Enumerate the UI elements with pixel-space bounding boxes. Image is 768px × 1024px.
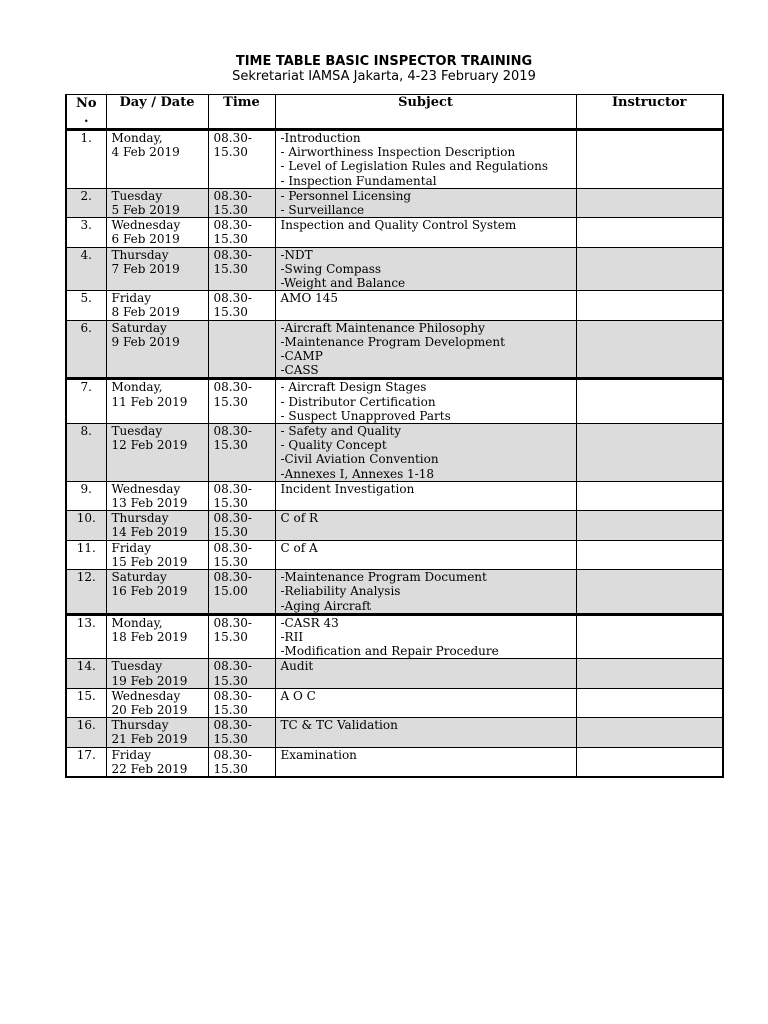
day-date-line: 16 Feb 2019 <box>111 584 188 599</box>
subject-cell <box>275 247 576 291</box>
subject-cell <box>275 511 576 540</box>
time-line: 08.30- <box>213 540 252 555</box>
subject-line: A O C <box>280 688 316 703</box>
time-cell <box>208 718 275 747</box>
day-date-cell <box>106 320 208 379</box>
subject-cell <box>275 540 576 569</box>
column-header-time: Time <box>208 95 275 130</box>
subject-line: -Civil Aviation Convention <box>280 452 439 467</box>
subject-line: C of A <box>280 540 318 555</box>
subject-cell <box>275 218 576 247</box>
day-date-line: Friday <box>111 540 152 555</box>
row-number-cell: 13. <box>66 614 106 659</box>
row-number-cell: 9. <box>66 481 106 510</box>
day-date-cell <box>106 291 208 320</box>
subject-line: - Distributor Certification <box>280 394 436 409</box>
day-date-line: Thursday <box>111 247 169 262</box>
subject-line: - Quality Concept <box>280 438 387 453</box>
row-number-cell: 11. <box>66 540 106 569</box>
subject-cell <box>275 570 576 615</box>
time-line: 15.30 <box>213 145 248 160</box>
time-line: 15.30 <box>213 732 248 747</box>
document-title: TIME TABLE BASIC INSPECTOR TRAINING <box>235 54 533 69</box>
time-line: 15.30 <box>213 702 248 717</box>
time-cell <box>208 218 275 247</box>
subject-line: -Modification and Repair Procedure <box>280 644 499 659</box>
time-cell <box>208 614 275 659</box>
instructor-cell <box>576 424 723 482</box>
day-date-line: Wednesday <box>111 218 181 233</box>
day-date-line: 13 Feb 2019 <box>111 496 188 511</box>
table-row <box>66 481 723 510</box>
subject-cell <box>275 718 576 747</box>
subject-cell <box>275 130 576 189</box>
day-date-cell <box>106 424 208 482</box>
subject-cell <box>275 614 576 659</box>
subject-cell <box>275 424 576 482</box>
day-date-line: Tuesday <box>111 188 163 203</box>
day-date-line: 20 Feb 2019 <box>111 702 188 717</box>
subject-line: -Maintenance Program Development <box>280 334 505 349</box>
subject-line: - Airworthiness Inspection Description <box>280 145 516 160</box>
time-cell <box>208 188 275 217</box>
time-cell <box>208 320 275 379</box>
time-line: 08.30- <box>213 380 252 395</box>
day-date-line: 22 Feb 2019 <box>111 761 188 776</box>
day-date-line: Monday, <box>111 380 163 395</box>
subject-cell <box>275 379 576 424</box>
table-row <box>66 218 723 247</box>
subject-line: Inspection and Quality Control System <box>280 218 517 233</box>
time-cell <box>208 688 275 717</box>
instructor-cell <box>576 130 723 189</box>
row-number-cell: 12. <box>66 570 106 615</box>
time-line: 08.30- <box>213 247 252 262</box>
row-number-cell: 14. <box>66 659 106 688</box>
subject-line: -Maintenance Program Document <box>280 570 487 585</box>
time-cell <box>208 424 275 482</box>
day-date-line: Monday, <box>111 615 163 630</box>
day-date-line: 12 Feb 2019 <box>111 438 188 453</box>
time-line: 15.30 <box>213 554 248 569</box>
subject-cell <box>275 188 576 217</box>
instructor-cell <box>576 747 723 777</box>
time-line: 08.30- <box>213 511 252 526</box>
subject-line: - Personnel Licensing <box>280 188 412 203</box>
instructor-cell <box>576 320 723 379</box>
table-row <box>66 659 723 688</box>
column-header-day-date: Day / Date <box>106 95 208 130</box>
column-header-no: No . <box>66 95 106 130</box>
table-row <box>66 688 723 717</box>
subject-line: -RII <box>280 629 304 644</box>
table-row <box>66 379 723 424</box>
row-number-cell: 6. <box>66 320 106 379</box>
row-number-cell: 5. <box>66 291 106 320</box>
header-row <box>66 95 723 130</box>
day-date-line: 5 Feb 2019 <box>111 203 180 218</box>
day-date-cell <box>106 659 208 688</box>
subject-cell <box>275 747 576 777</box>
time-line: 08.30- <box>213 659 252 674</box>
time-line: 15.30 <box>213 629 248 644</box>
day-date-cell <box>106 718 208 747</box>
day-date-line: Wednesday <box>111 481 181 496</box>
time-line: 15.30 <box>213 761 248 776</box>
instructor-cell <box>576 247 723 291</box>
day-date-line: 4 Feb 2019 <box>111 145 180 160</box>
subject-line: -Aircraft Maintenance Philosophy <box>280 320 485 335</box>
subject-line: - Surveillance <box>280 203 365 218</box>
time-line: 15.30 <box>213 394 248 409</box>
day-date-cell <box>106 747 208 777</box>
instructor-cell <box>576 659 723 688</box>
day-date-cell <box>106 688 208 717</box>
time-line: 15.30 <box>213 203 248 218</box>
time-line: 08.30- <box>213 688 252 703</box>
subject-line: -CASS <box>280 363 319 378</box>
column-header-subject: Subject <box>275 95 576 130</box>
day-date-cell <box>106 379 208 424</box>
time-cell <box>208 247 275 291</box>
subject-line: - Safety and Quality <box>280 424 402 439</box>
time-line: 15.30 <box>213 261 248 276</box>
time-cell <box>208 379 275 424</box>
subject-cell <box>275 291 576 320</box>
time-line: 15.30 <box>213 438 248 453</box>
table-row <box>66 614 723 659</box>
instructor-cell <box>576 218 723 247</box>
time-cell <box>208 511 275 540</box>
instructor-cell <box>576 188 723 217</box>
time-line: 08.30- <box>213 615 252 630</box>
instructor-cell <box>576 511 723 540</box>
row-number-cell: 7. <box>66 379 106 424</box>
table-row <box>66 747 723 777</box>
day-date-line: Friday <box>111 291 152 306</box>
time-line: 15.30 <box>213 525 248 540</box>
instructor-cell <box>576 291 723 320</box>
day-date-cell <box>106 540 208 569</box>
day-date-line: Tuesday <box>111 424 163 439</box>
day-date-cell <box>106 218 208 247</box>
row-number-cell: 4. <box>66 247 106 291</box>
day-date-line: 7 Feb 2019 <box>111 261 180 276</box>
time-cell <box>208 291 275 320</box>
day-date-line: 6 Feb 2019 <box>111 232 180 247</box>
table-row <box>66 188 723 217</box>
row-number-cell: 8. <box>66 424 106 482</box>
time-line: 15.30 <box>213 673 248 688</box>
table-row <box>66 718 723 747</box>
time-line: 15.00 <box>213 584 248 599</box>
day-date-cell <box>106 511 208 540</box>
time-line: 08.30- <box>213 424 252 439</box>
table-row <box>66 511 723 540</box>
instructor-cell <box>576 481 723 510</box>
day-date-line: 9 Feb 2019 <box>111 334 180 349</box>
subject-line: Audit <box>280 659 314 674</box>
time-line: 08.30- <box>213 291 252 306</box>
subject-line: -Swing Compass <box>280 261 382 276</box>
time-line: 08.30- <box>213 481 252 496</box>
row-number-cell: 17. <box>66 747 106 777</box>
day-date-line: Saturday <box>111 570 167 585</box>
time-line: 08.30- <box>213 218 252 233</box>
subject-line: -NDT <box>280 247 313 262</box>
day-date-cell <box>106 570 208 615</box>
subject-line: -Reliability Analysis <box>280 584 401 599</box>
table-row <box>66 570 723 615</box>
table-row <box>66 291 723 320</box>
row-number-cell: 10. <box>66 511 106 540</box>
subject-line: -Introduction <box>280 131 361 145</box>
table-row <box>66 320 723 379</box>
subject-line: - Aircraft Design Stages <box>280 380 427 395</box>
row-number-cell: 3. <box>66 218 106 247</box>
instructor-cell <box>576 379 723 424</box>
day-date-line: Wednesday <box>111 688 181 703</box>
day-date-line: Thursday <box>111 718 169 733</box>
subject-cell <box>275 320 576 379</box>
table-row <box>66 247 723 291</box>
timetable <box>65 94 724 778</box>
row-number-cell: 15. <box>66 688 106 717</box>
subject-line: Examination <box>280 747 357 762</box>
time-line: 15.30 <box>213 232 248 247</box>
subject-line: -Aging Aircraft <box>280 598 372 613</box>
column-header-instructor: Instructor <box>576 95 723 130</box>
subject-line: -CASR 43 <box>280 615 339 630</box>
day-date-line: 15 Feb 2019 <box>111 554 188 569</box>
time-line: 08.30- <box>213 570 252 585</box>
subject-cell <box>275 481 576 510</box>
subject-line: -CAMP <box>280 349 323 364</box>
subject-line: - Inspection Fundamental <box>280 173 437 188</box>
time-cell <box>208 659 275 688</box>
day-date-line: 14 Feb 2019 <box>111 525 188 540</box>
subject-line: -Annexes I, Annexes 1-18 <box>280 466 435 481</box>
day-date-line: 11 Feb 2019 <box>111 394 188 409</box>
day-date-line: 19 Feb 2019 <box>111 673 188 688</box>
timetable-body <box>66 130 723 777</box>
day-date-line: 21 Feb 2019 <box>111 732 188 747</box>
table-row <box>66 424 723 482</box>
time-cell <box>208 747 275 777</box>
table-row <box>66 130 723 189</box>
subject-line: Incident Investigation <box>280 481 415 496</box>
subject-cell <box>275 659 576 688</box>
time-line: 08.30- <box>213 188 252 203</box>
day-date-line: 18 Feb 2019 <box>111 629 188 644</box>
row-number-cell: 1. <box>66 130 106 189</box>
subject-line: AMO 145 <box>280 291 339 306</box>
document-subtitle: Sekretariat IAMSA Jakarta, 4-23 February 2019 <box>232 69 536 84</box>
day-date-cell <box>106 130 208 189</box>
day-date-cell <box>106 614 208 659</box>
time-cell <box>208 130 275 189</box>
time-cell <box>208 481 275 510</box>
time-line: 15.30 <box>213 305 248 320</box>
subject-line: -Weight and Balance <box>280 276 406 291</box>
day-date-line: Saturday <box>111 320 167 335</box>
subject-cell <box>275 688 576 717</box>
day-date-line: 8 Feb 2019 <box>111 305 180 320</box>
instructor-cell <box>576 718 723 747</box>
time-line: 08.30- <box>213 747 252 762</box>
subject-line: C of R <box>280 511 319 526</box>
time-line: 15.30 <box>213 496 248 511</box>
subject-line: - Level of Legislation Rules and Regulations <box>280 159 548 174</box>
day-date-cell <box>106 247 208 291</box>
time-line: 08.30- <box>213 718 252 733</box>
row-number-cell: 2. <box>66 188 106 217</box>
time-cell <box>208 540 275 569</box>
day-date-line: Monday, <box>111 131 163 145</box>
day-date-cell <box>106 188 208 217</box>
subject-line: - Suspect Unapproved Parts <box>280 408 451 423</box>
day-date-line: Thursday <box>111 511 169 526</box>
time-cell <box>208 570 275 615</box>
time-line: 08.30- <box>213 131 252 145</box>
day-date-line: Friday <box>111 747 152 762</box>
table-row <box>66 540 723 569</box>
instructor-cell <box>576 688 723 717</box>
row-number-cell: 16. <box>66 718 106 747</box>
day-date-line: Tuesday <box>111 659 163 674</box>
instructor-cell <box>576 540 723 569</box>
day-date-cell <box>106 481 208 510</box>
subject-line: TC & TC Validation <box>280 718 398 733</box>
instructor-cell <box>576 570 723 615</box>
instructor-cell <box>576 614 723 659</box>
